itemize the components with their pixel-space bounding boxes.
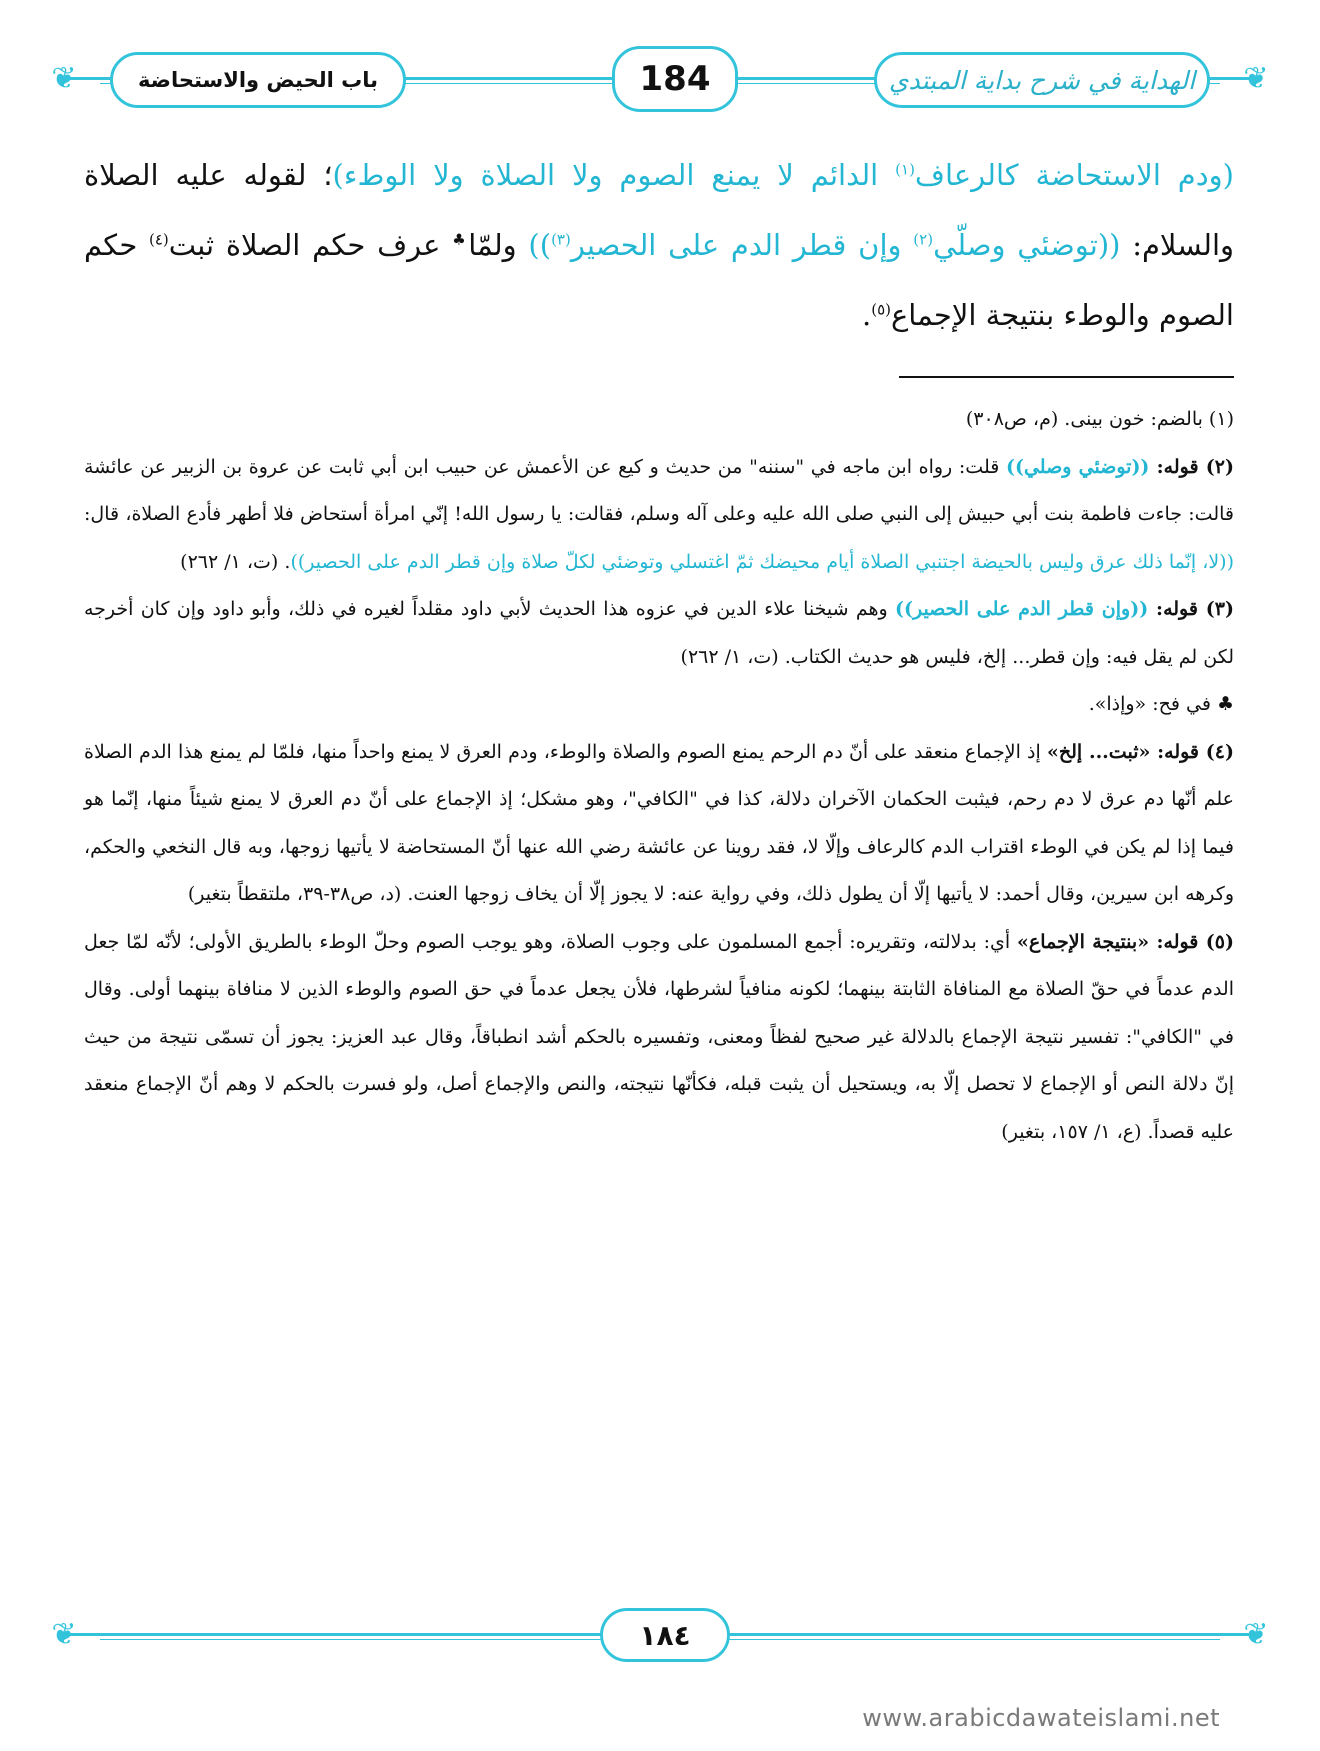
footnote-ref-5[interactable]: (٥) (871, 300, 891, 319)
footnote-quote: «ثبت... إلخ» (1046, 740, 1151, 763)
footnote-label: (٥) قوله: (1149, 930, 1234, 953)
footnote-quote: «بنتيجة الإجماع» (1017, 930, 1150, 953)
main-text-part: عرف حكم الصلاة ثبت (168, 228, 453, 262)
footnote-text: أي: بدلالته، وتقريره: أجمع المسلمون على وجوب الصلاة، وهو يوجب الصوم وحلّ الوطء بالطريق الأولى؛ لأنّه لمّا جعل الدم عدماً في حقّ الصلاة مع المنافاة الثابتة بينهما؛ لكونه منافياً لشرطها، فلأن يجعل عدماً في حق الصوم والوطء الذين لا منافاة بينهما أولى. وقال في "الكافي": تفسير نتيجة الإجماع بالدلالة غير صحيح لفظاً ومعنى، وتفسيره بالحكم أشد انطباقاً، وقال عبد العزيز: يجوز أن تسمّى نتيجة من حيث إنّ دلالة النص أو الإجماع لا تحصل إلّا به، ويستحيل أن يثبت قبله، فكأنّها نتيجته، والنص والإجماع أصل، ولو فسرت بالحكم لا وهم أنّ الإجماع منعقد عليه قصداً. (ع، ١/ ١٥٧، بتغير) (84, 930, 1234, 1143)
main-text-part: حكم الصوم والوطء بنتيجة الإجماع (84, 228, 1234, 332)
footnote-label: (٣) قوله: (1148, 598, 1234, 620)
footnote-quote: ((توضئي وصلي)) (1005, 455, 1150, 478)
footer-page-number: ١٨٤ (600, 1608, 730, 1662)
chapter-title: باب الحيض والاستحاضة (110, 52, 406, 108)
ornament-left-icon: ❦ (51, 61, 77, 96)
footnote-hadith: ((لا، إنّما ذلك عرق وليس بالحيضة اجتنبي الصلاة أيام محيضك ثمّ اغتسلي وتوضئي لكلّ صلاة وإن قطر الدم على الحصير)) (290, 550, 1234, 573)
website-url[interactable]: www.arabicdawateislami.net (862, 1704, 1220, 1732)
footnote-separator (899, 376, 1234, 378)
main-text-part: ولمّا (468, 228, 529, 262)
footnote-ref-3[interactable]: (٣) (551, 230, 571, 249)
hadith-quote: ((توضئي وصلّي (933, 228, 1121, 262)
main-text-end: . (862, 298, 872, 332)
page-footer (40, 1600, 1280, 1670)
ornament-right-icon: ❦ (1243, 1617, 1269, 1652)
footnote-5 (84, 919, 1234, 1157)
main-text (84, 140, 1234, 350)
footnote-2 (84, 444, 1234, 587)
footnote-4 (84, 729, 1234, 919)
page-header (40, 38, 1280, 118)
footnote-3 (84, 586, 1234, 681)
footnote-text: إذ الإجماع منعقد على أنّ دم الرحم يمنع الصوم والصلاة والوطء، ودم العرق لا يمنع واحداً منها، فلمّا لم يمنع هذا الدم الصلاة علم أنّها دم عرق لا دم رحم، فيثبت الحكمان الآخران دلالة، كذا في "الكافي"، وهو مشكل؛ إذ الإجماع على أنّ دم العرق لا يمنع شيئاً منها، إنّما هو فيما إذا لم يكن في الوطء اقتراب الدم كالرعاف وإلّا لا، فقد روينا عن عائشة رضي الله عنها أنّ المستحاضة لا يأتيها زوجها، وبه قال النخعي والحكم، وكرهه ابن سيرين، وقال أحمد: لا يأتيها إلّا أن يطول ذلك، وفي رواية عنه: لا يجوز إلّا أن يخاف زوجها العنت. (د، ص٣٨-٣٩، ملتقطاً بتغير) (84, 740, 1234, 905)
book-title: الهداية في شرح بداية المبتدي (874, 52, 1210, 108)
page-number: 184 (612, 46, 738, 112)
footnote-1: (١) بالضم: خون بينى. (م، ص٣٠٨) (965, 408, 1234, 430)
hadith-quote-end: )) (528, 228, 552, 262)
hadith-quote-cont: وإن قطر الدم على الحصير (570, 228, 914, 262)
ornament-right-icon: ❦ (1243, 61, 1269, 96)
footnotes (84, 396, 1234, 1156)
footnote-label: (٤) قوله: (1150, 740, 1234, 763)
main-text-part: ؛ لقوله عليه الصلاة والسلام: (84, 158, 1235, 262)
variant-note: ♣ في فح: «وإذا». (1088, 693, 1234, 715)
footnote-text: وهم شيخنا علاء الدين في عزوه هذا الحديث لأبي داود مقلداً لغيره في ذلك، وأبو داود وإن كان أخرجه لكن لم يقل فيه: وإن قطر... إلخ، فليس هو حديث الكتاب. (ت، ١/ ٢٦٢) (84, 598, 1234, 668)
variant-star-icon: ♣ (452, 230, 469, 249)
footnote-quote: ((وإن قطر الدم على الحصير)) (894, 598, 1149, 620)
footnote-ref-1[interactable]: (١) (895, 160, 915, 179)
matn-quote: (ودم الاستحاضة كالرعاف (914, 158, 1234, 192)
ornament-left-icon: ❦ (51, 1617, 77, 1652)
footnote-ref-2[interactable]: (٢) (913, 230, 934, 249)
footnote-ref-4[interactable]: (٤) (149, 230, 169, 249)
footnote-ref: . (ت، ١/ ٢٦٢) (180, 550, 291, 573)
footnote-label: (٢) قوله: (1149, 455, 1234, 478)
footnote-text: قلت: رواه ابن ماجه في "سننه" من حديث و كيع عن الأعمش عن حبيب ابن أبي ثابت عن عروة بن الزبير عن عائشة قالت: جاءت فاطمة بنت أبي حبيش إلى النبي صلى الله عليه وعلى آله وسلم، فقالت: يا رسول الله! إنّي امرأة أستحاض فلا أطهر فأدع الصلاة، قال: (84, 455, 1234, 525)
matn-quote-cont: الدائم لا يمنع الصوم ولا الصلاة ولا الوطء) (332, 158, 896, 192)
